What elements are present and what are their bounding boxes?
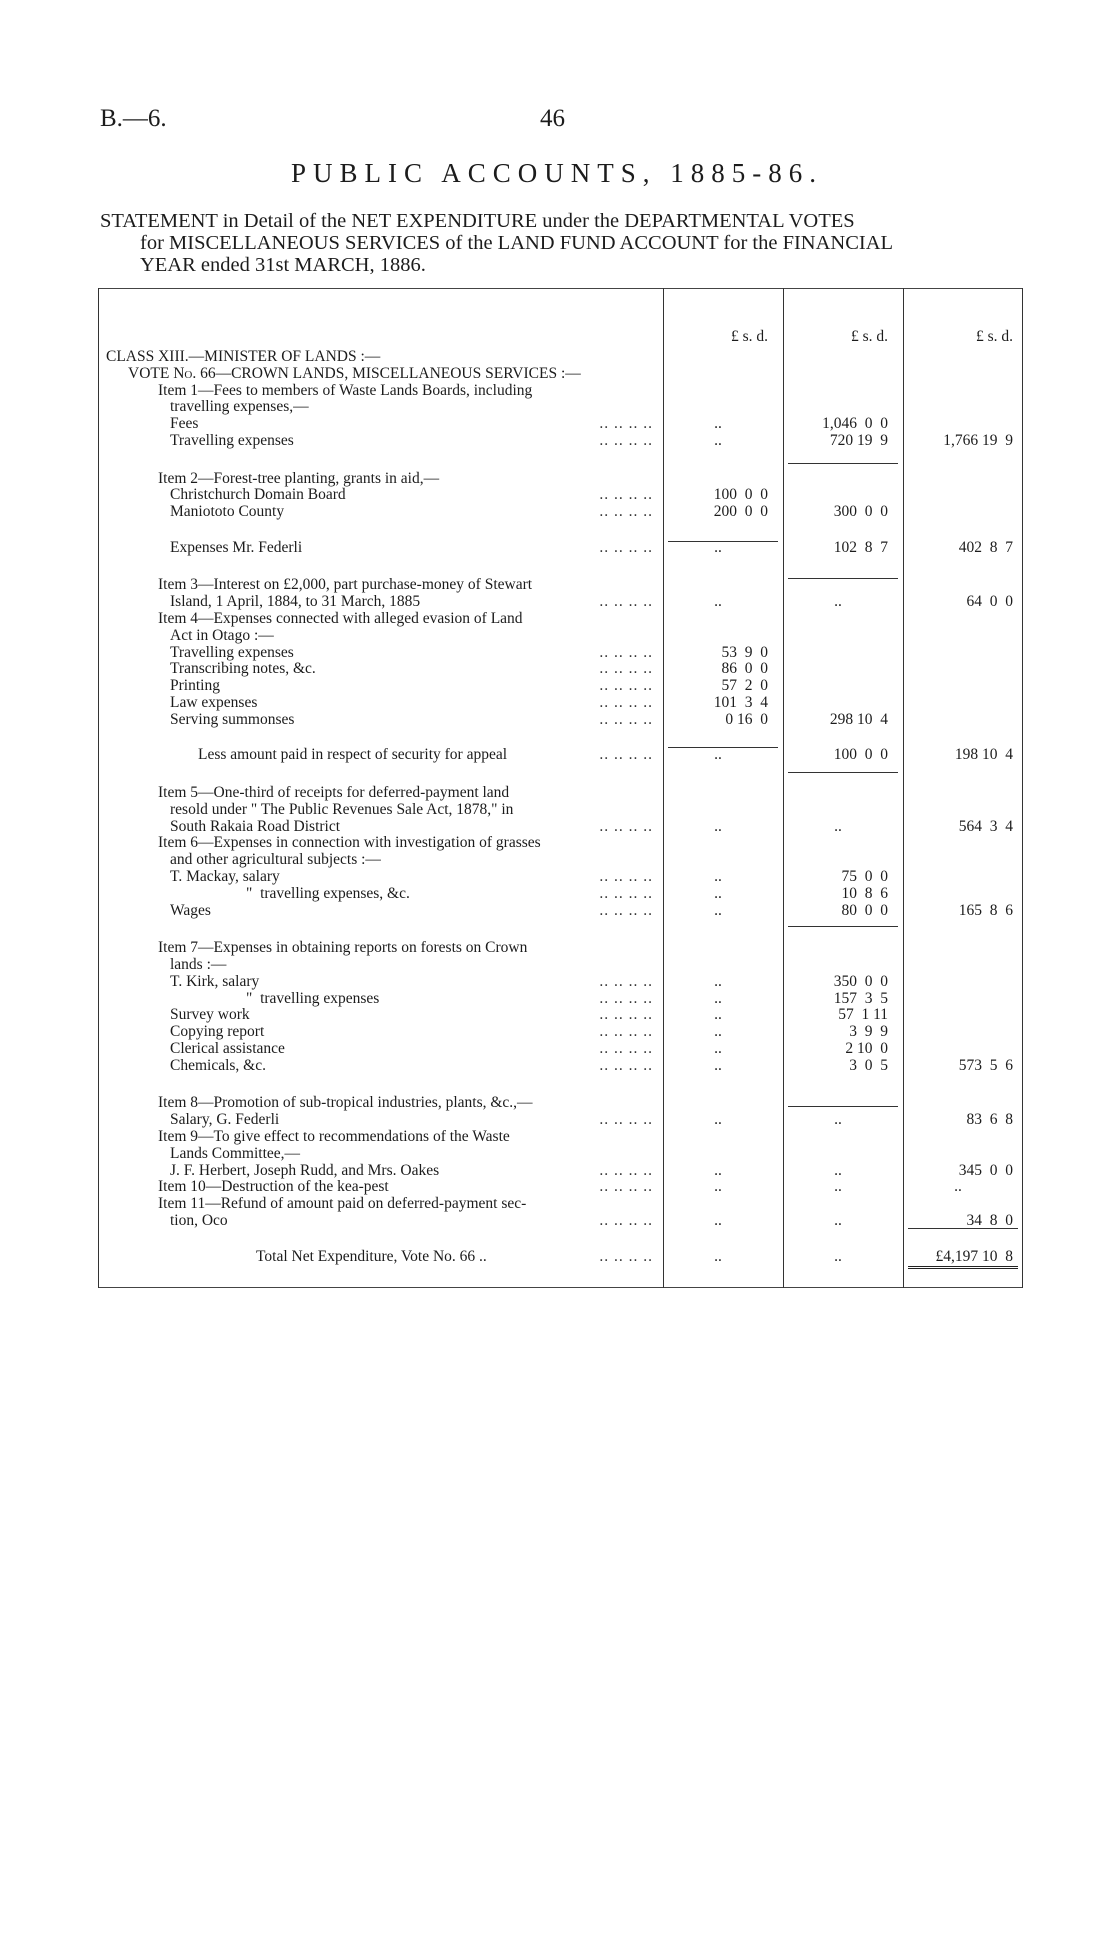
- row-description: South Rakaia Road District: [170, 817, 341, 835]
- table-row: [98, 1212, 1023, 1230]
- amount-c2: ..: [834, 817, 842, 835]
- row-description: Expenses Mr. Federli: [170, 538, 303, 556]
- amount-c1: ..: [714, 1111, 722, 1129]
- amount-c2: 10 8 6: [841, 884, 888, 902]
- amount-c1: ..: [714, 884, 722, 902]
- dot-leader: .. .. .. ..: [599, 1040, 653, 1057]
- row-description: Travelling expenses: [170, 432, 294, 449]
- dot-leader: .. .. .. ..: [599, 1247, 653, 1265]
- row-description: Item 1—Fees to members of Waste Lands Boards, including: [158, 381, 533, 399]
- dot-leader: .. .. .. ..: [599, 593, 653, 611]
- expenditure-table: [98, 288, 1023, 1288]
- dot-leader: .. .. .. ..: [599, 901, 653, 919]
- dot-leader: .. .. .. ..: [599, 486, 653, 504]
- amount-c2: 157 3 5: [833, 989, 888, 1007]
- dot-leader: .. .. .. ..: [599, 660, 653, 678]
- table-row: [98, 644, 1023, 662]
- table-row: [98, 593, 1023, 611]
- row-description: Item 11—Refund of amount paid on deferred-payment sec-: [158, 1195, 527, 1213]
- row-description: Item 7—Expenses in obtaining reports on forests on Crown: [158, 939, 528, 957]
- amount-c1: ..: [714, 1006, 722, 1024]
- table-row: [98, 801, 1023, 819]
- statement-heading: [100, 210, 1020, 276]
- total-rule: [908, 1228, 1018, 1229]
- row-description: Chemicals, &c.: [170, 1056, 266, 1074]
- table-row: [98, 1248, 1023, 1266]
- amount-c2: 3 0 5: [849, 1056, 888, 1074]
- amount-c1: ..: [714, 1247, 722, 1265]
- row-description: Wages: [170, 901, 211, 919]
- amount-c3: £4,197 10 8: [935, 1247, 1013, 1265]
- amount-c1: ..: [714, 1040, 722, 1057]
- table-row: [98, 486, 1023, 504]
- amount-c3: ..: [954, 1178, 962, 1196]
- dot-leader: .. .. .. ..: [599, 1056, 653, 1074]
- row-description: travelling expenses,—: [170, 398, 309, 416]
- row-description: T. Kirk, salary: [170, 972, 260, 990]
- amount-c2: ..: [834, 1247, 842, 1265]
- subtotal-rule: [788, 772, 898, 773]
- column-header-1: £ s. d.: [730, 328, 768, 345]
- table-row: [98, 398, 1023, 416]
- row-description: lands :—: [170, 956, 227, 973]
- total-double-rule: [908, 1266, 1018, 1269]
- subtotal-rule: [788, 578, 898, 579]
- table-row: [98, 956, 1023, 974]
- table-row: [98, 784, 1023, 802]
- row-description: CLASS XIII.—MINISTER OF LANDS :—: [106, 348, 381, 365]
- amount-c3: 83 6 8: [966, 1111, 1013, 1129]
- table-row: [98, 660, 1023, 678]
- dot-leader: .. .. .. ..: [599, 710, 653, 728]
- amount-c2: 350 0 0: [833, 972, 888, 990]
- table-top-rule: [98, 288, 1023, 289]
- page-title: PUBLIC ACCOUNTS, 1885-86.: [290, 158, 824, 188]
- table-row: [98, 677, 1023, 695]
- table-row: [98, 1094, 1023, 1112]
- row-description: " travelling expenses, &c.: [246, 884, 410, 902]
- amount-c1: ..: [714, 1056, 722, 1074]
- row-description: Law expenses: [170, 694, 258, 711]
- row-description: Transcribing notes, &c.: [170, 660, 316, 678]
- dot-leader: .. .. .. ..: [599, 694, 653, 711]
- row-description: " travelling expenses: [246, 989, 380, 1007]
- table-row: [98, 432, 1023, 450]
- subtotal-rule: [668, 541, 778, 542]
- dot-leader: .. .. .. ..: [599, 1111, 653, 1129]
- row-description: Travelling expenses: [170, 643, 294, 661]
- dot-leader: .. .. .. ..: [599, 746, 653, 764]
- dot-leader: .. .. .. ..: [599, 677, 653, 695]
- row-description: Clerical assistance: [170, 1040, 285, 1057]
- document-reference: B.—6.: [100, 105, 167, 132]
- row-description: Item 3—Interest on £2,000, part purchase-money of Stewart: [158, 576, 533, 594]
- amount-c2: 80 0 0: [841, 901, 888, 919]
- row-description: Item 8—Promotion of sub-tropical industries, plants, &c.,—: [158, 1094, 533, 1112]
- row-description: Lands Committee,—: [170, 1144, 301, 1162]
- row-description: Serving summonses: [170, 710, 295, 728]
- statement-line-1: STATEMENT in Detail of the NET EXPENDITURE under the DEPARTMENTAL VOTES: [100, 210, 855, 232]
- table-row: [98, 1128, 1023, 1146]
- amount-c2: 75 0 0: [841, 868, 888, 885]
- table-row: [98, 520, 1023, 538]
- column-header-2: £ s. d.: [850, 328, 888, 345]
- amount-c1: 53 9 0: [721, 643, 768, 661]
- amount-c1: ..: [714, 538, 722, 556]
- subtotal-rule: [668, 747, 778, 748]
- statement-line-2: for MISCELLANEOUS SERVICES of the LAND FUND ACCOUNT for the FINANCIAL: [140, 232, 894, 254]
- dot-leader: .. .. .. ..: [599, 1212, 653, 1229]
- table-row: [98, 503, 1023, 521]
- dot-leader: .. .. .. ..: [599, 432, 653, 449]
- row-description: Less amount paid in respect of security for appeal: [198, 746, 508, 764]
- table-row: [98, 1074, 1023, 1092]
- amount-c3: 402 8 7: [958, 538, 1013, 556]
- table-row: [98, 348, 1023, 366]
- row-description: Fees: [170, 415, 199, 433]
- amount-c1: ..: [714, 972, 722, 990]
- row-description: Item 2—Forest-tree planting, grants in aid,—: [158, 469, 440, 487]
- row-description: Salary, G. Federli: [170, 1111, 280, 1129]
- table-row: [98, 415, 1023, 433]
- amount-c1: 57 2 0: [721, 677, 768, 695]
- row-description: Survey work: [170, 1006, 250, 1024]
- amount-c2: 100 0 0: [833, 746, 888, 764]
- row-description: and other agricultural subjects :—: [170, 851, 381, 869]
- amount-c2: 102 8 7: [833, 538, 888, 556]
- amount-c3: 573 5 6: [958, 1056, 1013, 1074]
- row-description: Item 6—Expenses in connection with investigation of grasses: [158, 834, 541, 852]
- dot-leader: .. .. .. ..: [599, 538, 653, 556]
- table-row: [98, 1006, 1023, 1024]
- amount-c2: ..: [834, 1212, 842, 1229]
- amount-c1: ..: [714, 746, 722, 764]
- amount-c3: 34 8 0: [966, 1212, 1013, 1229]
- table-row: [98, 627, 1023, 645]
- table-row: [98, 694, 1023, 712]
- table-row: [98, 1111, 1023, 1129]
- table-row: [98, 851, 1023, 869]
- row-description: Act in Otago :—: [170, 626, 274, 644]
- table-row: [98, 885, 1023, 903]
- row-description: resold under " The Public Revenues Sale Act, 1878," in: [170, 800, 514, 818]
- column-header-3: £ s. d.: [975, 328, 1013, 345]
- column-headers: [98, 328, 1023, 346]
- table-row: [98, 918, 1023, 936]
- amount-c2: ..: [834, 593, 842, 611]
- table-row: [98, 539, 1023, 557]
- amount-c1: ..: [714, 817, 722, 835]
- table-row: [98, 902, 1023, 920]
- table-row: [98, 1229, 1023, 1247]
- amount-c1: ..: [714, 1023, 722, 1041]
- amount-c1: 101 3 4: [713, 694, 768, 711]
- table-row: [98, 1145, 1023, 1163]
- table-row: [98, 449, 1023, 467]
- amount-c1: ..: [714, 432, 722, 449]
- dot-leader: .. .. .. ..: [599, 415, 653, 433]
- row-description: Item 10—Destruction of the kea-pest: [158, 1178, 389, 1196]
- subtotal-rule: [788, 926, 898, 927]
- amount-c1: ..: [714, 1161, 722, 1179]
- dot-leader: .. .. .. ..: [599, 868, 653, 885]
- row-description: Island, 1 April, 1884, to 31 March, 1885: [170, 593, 421, 611]
- dot-leader: .. .. .. ..: [599, 972, 653, 990]
- amount-c1: ..: [714, 1178, 722, 1196]
- row-description: Item 9—To give effect to recommendations of the Waste: [158, 1128, 510, 1145]
- amount-c2: ..: [834, 1111, 842, 1129]
- amount-c1: 86 0 0: [721, 660, 768, 678]
- amount-c2: ..: [834, 1178, 842, 1196]
- amount-c1: ..: [714, 1212, 722, 1229]
- amount-c1: ..: [714, 989, 722, 1007]
- amount-c1: ..: [714, 415, 722, 433]
- table-row: [98, 834, 1023, 852]
- table-row: [98, 939, 1023, 957]
- dot-leader: .. .. .. ..: [599, 1006, 653, 1024]
- row-description: Item 5—One-third of receipts for deferred-payment land: [158, 784, 510, 801]
- row-description: Item 4—Expenses connected with alleged evasion of Land: [158, 610, 523, 627]
- dot-leader: .. .. .. ..: [599, 643, 653, 661]
- page-number: 46: [540, 105, 565, 132]
- table-row: [98, 746, 1023, 764]
- amount-c2: 720 19 9: [829, 432, 888, 449]
- table-row: [98, 1040, 1023, 1058]
- dot-leader: .. .. .. ..: [599, 884, 653, 902]
- table-row: [98, 990, 1023, 1008]
- table-row: [98, 382, 1023, 400]
- table-row: [98, 1057, 1023, 1075]
- row-description: Printing: [170, 677, 220, 695]
- amount-c2: 298 10 4: [829, 710, 888, 728]
- subtotal-rule: [788, 1106, 898, 1107]
- dot-leader: .. .. .. ..: [599, 817, 653, 835]
- table-row: [98, 728, 1023, 746]
- amount-c1: ..: [714, 593, 722, 611]
- amount-c1: ..: [714, 901, 722, 919]
- table-row: [98, 365, 1023, 383]
- amount-c2: 3 9 9: [849, 1023, 888, 1041]
- row-description: VOTE No. 66—CROWN LANDS, MISCELLANEOUS SERVICES :—: [128, 364, 581, 382]
- table-row: [98, 1162, 1023, 1180]
- amount-c3: 564 3 4: [958, 817, 1013, 835]
- row-description: tion, Oco: [170, 1212, 228, 1229]
- row-description: Copying report: [170, 1023, 265, 1041]
- amount-c1: ..: [714, 868, 722, 885]
- row-description: Maniototo County: [170, 503, 285, 521]
- amount-c3: 1,766 19 9: [943, 432, 1013, 449]
- amount-c3: 198 10 4: [954, 746, 1013, 764]
- amount-c1: 0 16 0: [725, 710, 768, 728]
- amount-c2: 2 10 0: [845, 1040, 888, 1057]
- table-row: [98, 711, 1023, 729]
- table-row: [98, 470, 1023, 488]
- row-description: Total Net Expenditure, Vote No. 66 ..: [256, 1247, 487, 1265]
- table-row: [98, 973, 1023, 991]
- statement-line-3: YEAR ended 31st MARCH, 1886.: [140, 254, 426, 276]
- row-description: Christchurch Domain Board: [170, 486, 346, 504]
- dot-leader: .. .. .. ..: [599, 1161, 653, 1179]
- row-description: T. Mackay, salary: [170, 868, 280, 885]
- amount-c3: 345 0 0: [958, 1161, 1013, 1179]
- amount-c2: 57 1 11: [838, 1006, 888, 1024]
- table-row: [98, 610, 1023, 628]
- table-row: [98, 1023, 1023, 1041]
- dot-leader: .. .. .. ..: [599, 1178, 653, 1196]
- table-row: [98, 556, 1023, 574]
- dot-leader: .. .. .. ..: [599, 989, 653, 1007]
- table-bottom-rule: [98, 1287, 1023, 1288]
- table-row: [98, 1178, 1023, 1196]
- amount-c2: 300 0 0: [833, 503, 888, 521]
- amount-c3: 64 0 0: [966, 593, 1013, 611]
- table-row: [98, 868, 1023, 886]
- table-row: [98, 576, 1023, 594]
- dot-leader: .. .. .. ..: [599, 503, 653, 521]
- amount-c2: 1,046 0 0: [822, 415, 888, 433]
- amount-c3: 165 8 6: [958, 901, 1013, 919]
- amount-c1: 200 0 0: [713, 503, 768, 521]
- table-row: [98, 818, 1023, 836]
- subtotal-rule: [788, 463, 898, 464]
- row-description: J. F. Herbert, Joseph Rudd, and Mrs. Oakes: [170, 1161, 440, 1179]
- amount-c1: 100 0 0: [713, 486, 768, 504]
- dot-leader: .. .. .. ..: [599, 1023, 653, 1041]
- table-row: [98, 1195, 1023, 1213]
- amount-c2: ..: [834, 1161, 842, 1179]
